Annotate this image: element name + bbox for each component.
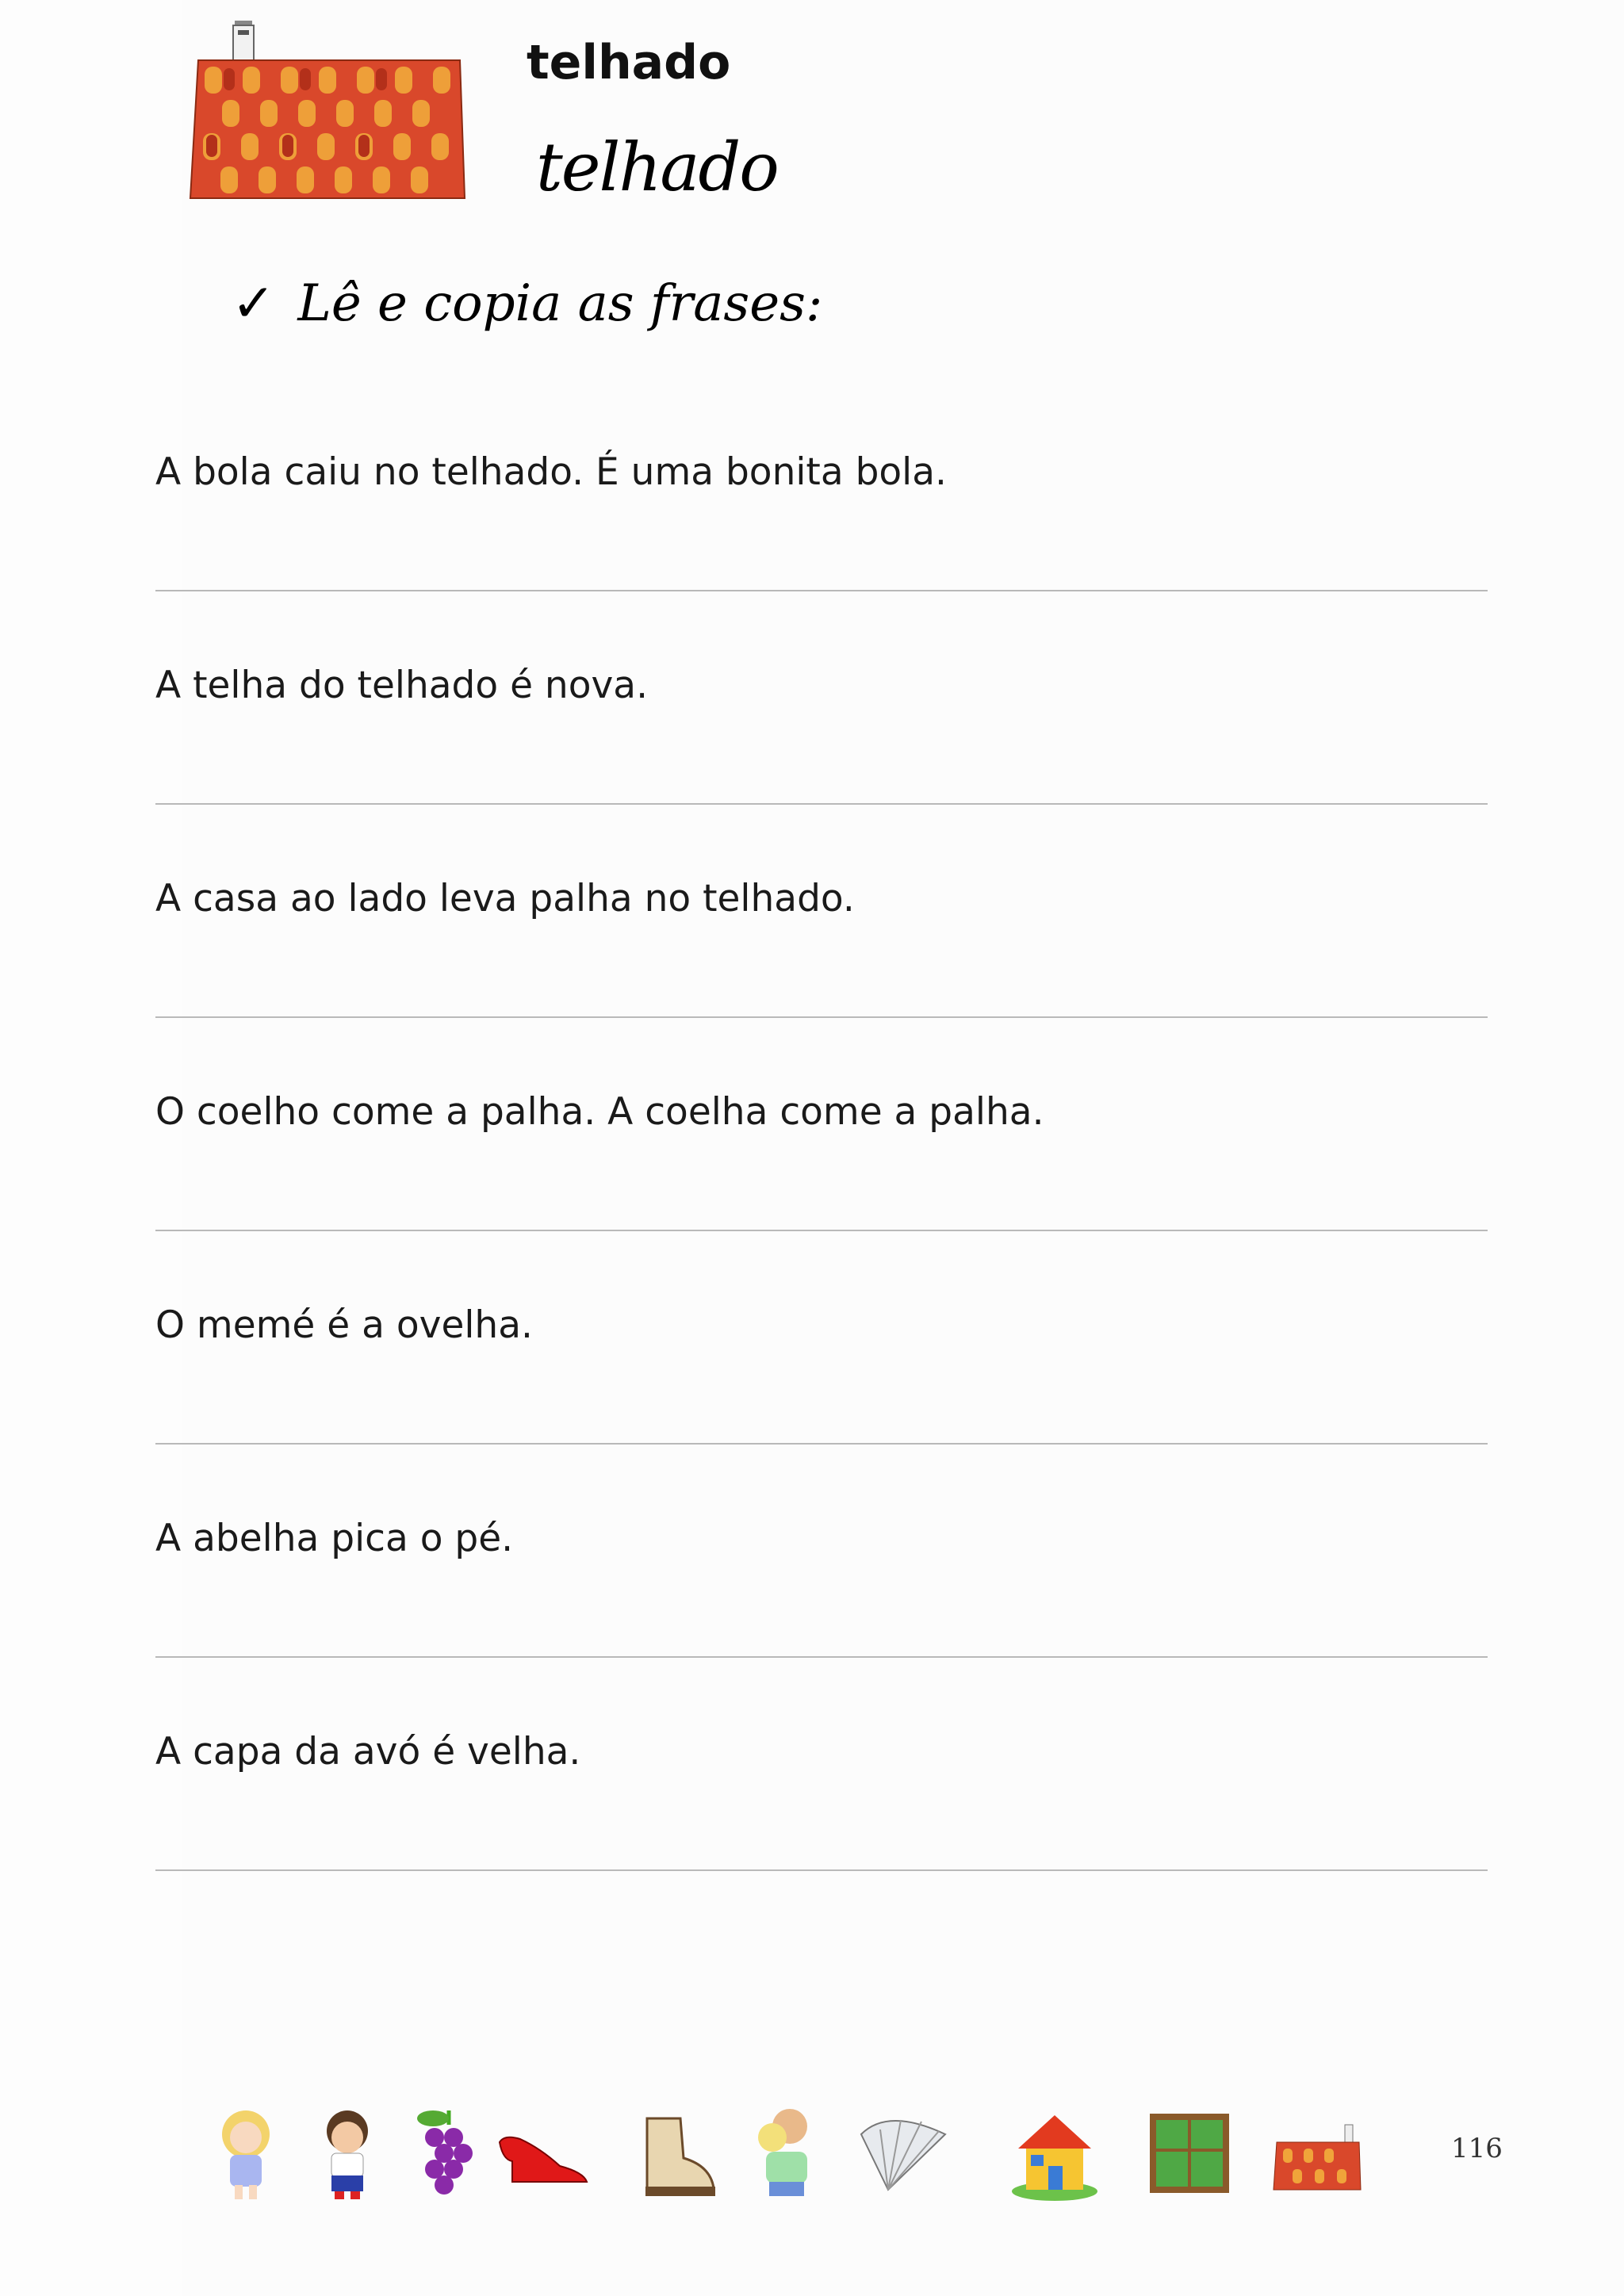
exercise-row bbox=[155, 664, 1488, 876]
word-title-print: telhado bbox=[527, 35, 731, 90]
exercise-sentence: A capa da avó é velha. bbox=[155, 1730, 581, 1774]
exercise-row bbox=[155, 1730, 1488, 1942]
girl-icon bbox=[198, 2103, 293, 2206]
answer-line[interactable] bbox=[155, 803, 1488, 805]
children-icon bbox=[737, 2103, 833, 2206]
boy-icon bbox=[300, 2103, 395, 2206]
roof-icon bbox=[1269, 2103, 1364, 2206]
checkmark-icon: ✓ bbox=[232, 273, 276, 334]
red-shoe-icon bbox=[496, 2103, 592, 2206]
exercise-sentence: O memé é a ovelha. bbox=[155, 1303, 533, 1347]
exercise-sentence: O coelho come a palha. A coelha come a palha. bbox=[155, 1090, 1044, 1134]
instruction bbox=[232, 274, 822, 333]
answer-line[interactable] bbox=[155, 590, 1488, 591]
exercise-sentence: A abelha pica o pé. bbox=[155, 1517, 514, 1560]
exercise-row bbox=[155, 450, 1488, 663]
roof-illustration bbox=[187, 19, 474, 203]
window-icon bbox=[1142, 2103, 1237, 2206]
footer-icon-strip bbox=[198, 2103, 1372, 2206]
exercise-row bbox=[155, 877, 1488, 1089]
fan-icon bbox=[856, 2103, 952, 2206]
house-icon bbox=[1007, 2103, 1102, 2206]
exercise-row bbox=[155, 1303, 1488, 1516]
answer-line[interactable] bbox=[155, 1443, 1488, 1445]
answer-line[interactable] bbox=[155, 1656, 1488, 1658]
answer-line[interactable] bbox=[155, 1869, 1488, 1871]
grapes-icon bbox=[401, 2103, 496, 2206]
boot-icon bbox=[631, 2103, 726, 2206]
exercise-sentence: A casa ao lado leva palha no telhado. bbox=[155, 877, 855, 920]
answer-line[interactable] bbox=[155, 1016, 1488, 1018]
page-number: 116 bbox=[1451, 2133, 1503, 2164]
exercise-sentence: A telha do telhado é nova. bbox=[155, 664, 649, 707]
exercise-row bbox=[155, 1517, 1488, 1729]
exercise-row bbox=[155, 1090, 1488, 1303]
exercise-sentence: A bola caiu no telhado. É uma bonita bola. bbox=[155, 450, 947, 494]
instruction-text: Lê e copia as frases: bbox=[297, 274, 823, 333]
word-title-cursive: telhado bbox=[536, 128, 778, 206]
answer-line[interactable] bbox=[155, 1230, 1488, 1231]
